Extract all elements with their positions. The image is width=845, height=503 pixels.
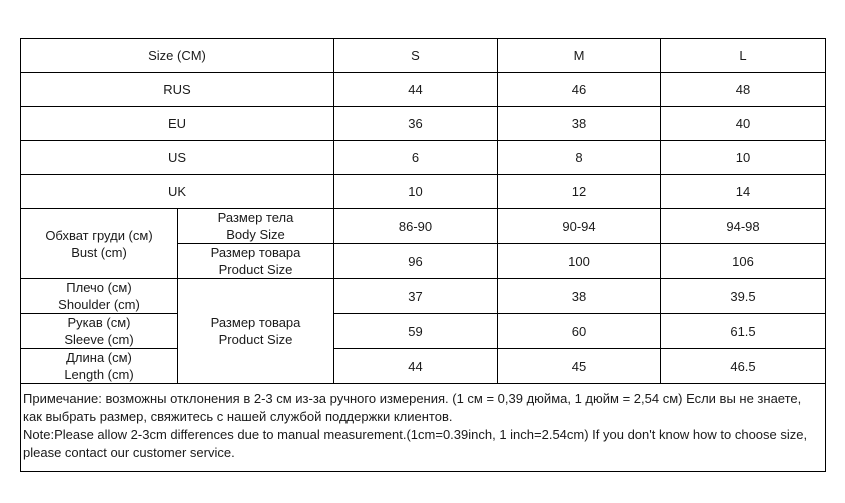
- table-cell: 12: [498, 175, 661, 209]
- table-cell: 6: [334, 141, 498, 175]
- header-label: Size (CM): [21, 39, 334, 73]
- table-cell: 10: [334, 175, 498, 209]
- table-cell: 46.5: [661, 349, 826, 384]
- table-cell: 61.5: [661, 314, 826, 349]
- sleeve-row: [21, 314, 826, 349]
- table-cell: 45: [498, 349, 661, 384]
- table-cell: 106: [661, 244, 826, 279]
- table-cell: 59: [334, 314, 498, 349]
- table-cell: 14: [661, 175, 826, 209]
- length-label: [21, 349, 178, 384]
- table-cell: 90-94: [498, 209, 661, 244]
- table-cell: 44: [334, 73, 498, 107]
- table-row: [21, 175, 826, 209]
- body-size-label-en: Body Size: [226, 227, 285, 242]
- table-row: [21, 141, 826, 175]
- table-cell: 86-90: [334, 209, 498, 244]
- header-row: [21, 39, 826, 73]
- note-en: Note:Please allow 2-3cm differences due to manual measurement.(1cm=0.39inch, 1 inch=2.54cm) If you don't know how to choose size, please contact our customer service.: [23, 427, 808, 460]
- row-label: EU: [21, 107, 334, 141]
- size-chart-table: [20, 38, 826, 472]
- table-cell: 96: [334, 244, 498, 279]
- table-cell: 36: [334, 107, 498, 141]
- table-cell: 40: [661, 107, 826, 141]
- table-cell: 46: [498, 73, 661, 107]
- note-cell: [21, 384, 826, 472]
- bust-body-row: [21, 209, 826, 244]
- row-label: US: [21, 141, 334, 175]
- table-cell: 39.5: [661, 279, 826, 314]
- length-label-en: Length (cm): [64, 367, 134, 382]
- note-ru: Примечание: возможны отклонения в 2-3 см из-за ручного измерения. (1 см = 0,39 дюйма, 1 дюйм = 2,54 см) Если вы не знаете, как выбрать размер, свяжитесь с нашей службой поддержки клиентов.: [23, 391, 802, 424]
- table-cell: 100: [498, 244, 661, 279]
- table-cell: 8: [498, 141, 661, 175]
- size-m-header: M: [498, 39, 661, 73]
- bust-label: [21, 209, 178, 279]
- table-row: [21, 73, 826, 107]
- bust-label-en: Bust (cm): [71, 244, 127, 260]
- sleeve-label-en: Sleeve (cm): [64, 332, 134, 347]
- product-size-label: [178, 244, 334, 279]
- table-cell: 94-98: [661, 209, 826, 244]
- table-cell: 60: [498, 314, 661, 349]
- product-group-label-en: Product Size: [218, 332, 293, 347]
- product-size-label-ru: Размер товара: [210, 245, 301, 260]
- note-row: [21, 384, 826, 472]
- shoulder-label-ru: Плечо (см): [66, 280, 132, 295]
- body-size-label: [178, 209, 334, 244]
- bust-label-ru: Обхват груди (см): [45, 227, 153, 243]
- length-row: [21, 349, 826, 384]
- shoulder-label: [21, 279, 178, 314]
- size-l-header: L: [661, 39, 826, 73]
- table-cell: 10: [661, 141, 826, 175]
- table-cell: 37: [334, 279, 498, 314]
- table-cell: 48: [661, 73, 826, 107]
- table-cell: 38: [498, 107, 661, 141]
- length-label-ru: Длина (см): [66, 350, 132, 365]
- product-size-label-en: Product Size: [218, 262, 293, 277]
- sleeve-label-ru: Рукав (см): [67, 315, 131, 330]
- size-s-header: S: [334, 39, 498, 73]
- table-row: [21, 107, 826, 141]
- row-label: RUS: [21, 73, 334, 107]
- body-size-label-ru: Размер тела: [217, 210, 294, 225]
- shoulder-label-en: Shoulder (cm): [58, 297, 140, 312]
- product-group-label-ru: Размер товара: [210, 315, 301, 330]
- product-size-group-label: [178, 279, 334, 384]
- shoulder-row: [21, 279, 826, 314]
- table-cell: 38: [498, 279, 661, 314]
- sleeve-label: [21, 314, 178, 349]
- table-cell: 44: [334, 349, 498, 384]
- row-label: UK: [21, 175, 334, 209]
